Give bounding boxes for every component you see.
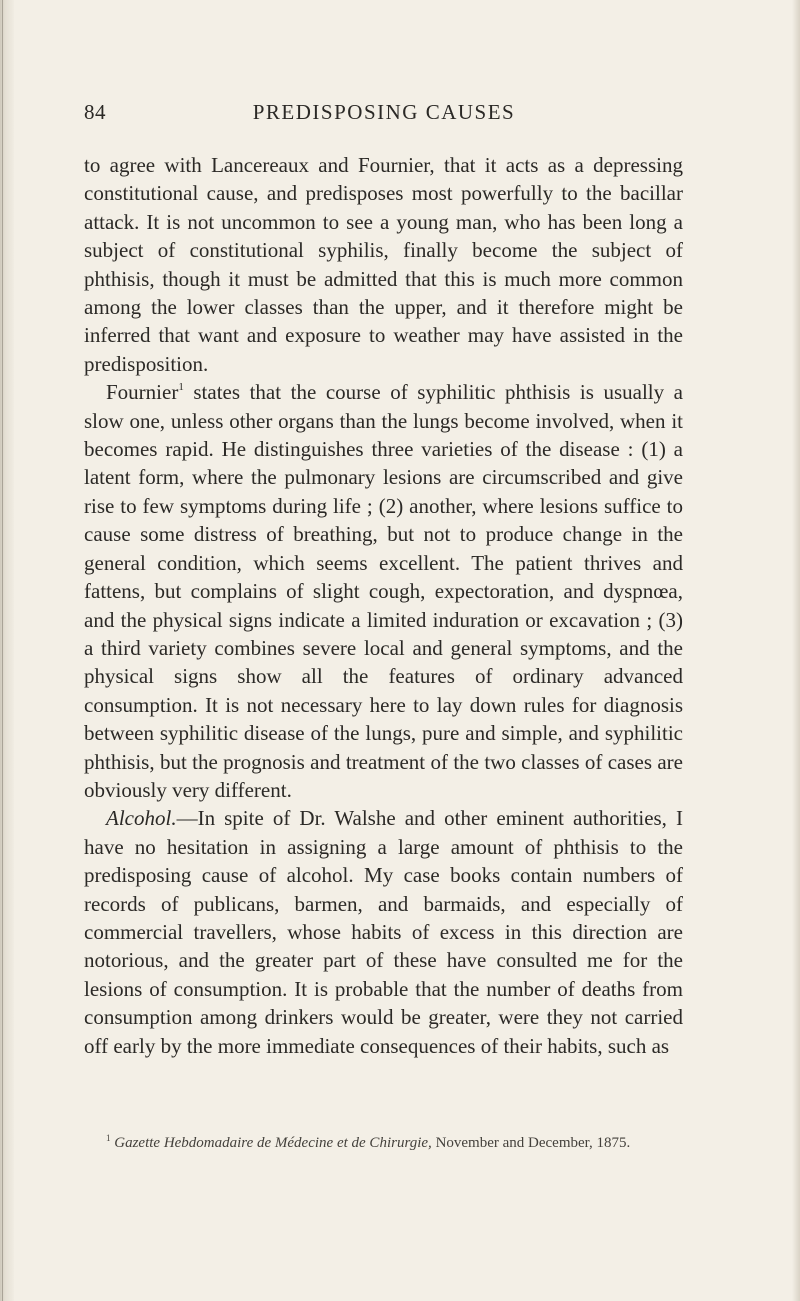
- page-number: 84: [84, 100, 106, 124]
- paragraph-2-text: states that the course of syphilitic phthisis is usually a slow one, unless other organs than the lungs become involved, when it becomes rapid. He distinguishes three varieties of the disease : (1) a latent form, where the pulmonary lesions are circumscribed and give rise to few symptoms during life ; (2) another, where lesions suffice to cause some distress of breathing, but not to produce change in the general condition, which seems excellent. The patient thrives and fattens, but complains of slight cough, expectoration, and dyspnœa, and the physical signs indicate a limited induration or excavation ; (3) a third variety combines severe local and general symptoms, and the physical signs show all the features of ordinary advanced consumption. It is not necessary here to lay down rules for diagnosis between syphilitic disease of the lungs, pure and simple, and syphilitic phthisis, but the prognosis and treatment of the two classes of cases are obviously very different.: [84, 380, 683, 802]
- paragraph-1-text: to agree with Lancereaux and Fournier, that it acts as a depressing constitutional cause, and predisposes most powerfully to the bacillar attack. It is not uncommon to see a young man, who has been long a subject of constitutional syphilis, finally become the subject of phthisis, though it must be admitted that this is much more common among the lower classes than the upper, and it therefore might be inferred that want and exposure to weather may have assisted in the predisposition.: [84, 153, 683, 376]
- footnote-marker: 1: [106, 1133, 111, 1143]
- paragraph-3-text: —In spite of Dr. Walshe and other eminent authorities, I have no hesitation in assigning a large amount of phthisis to the predisposing cause of alcohol. My case books contain numbers of records of publicans, barmen, and barmaids, and especially of commercial travellers, whose habits of excess in this direction are notorious, and the greater part of these have consulted me for the lesions of consumption. It is probable that the number of deaths from consumption among drinkers would be greater, were they not carried off early by the more immediate consequences of their habits, such as: [84, 806, 683, 1058]
- paragraph-2: [84, 378, 683, 804]
- paragraph-3: [84, 804, 683, 1060]
- page-right-edge: [792, 0, 800, 1301]
- page-header: [84, 100, 684, 130]
- page-binding-edge: [0, 0, 14, 1301]
- footnote-text: November and December, 1875.: [431, 1135, 631, 1151]
- paragraph-1: [84, 151, 683, 378]
- paragraph-2-lead: Fournier: [106, 380, 179, 405]
- footnote: [84, 1133, 683, 1153]
- section-heading-alcohol: Alcohol.: [106, 806, 177, 831]
- body-text: [84, 151, 683, 1060]
- footnote-reference[interactable]: 1: [178, 381, 184, 394]
- running-head: PREDISPOSING CAUSES: [252, 100, 516, 124]
- footnote-source: Gazette Hebdomadaire de Médecine et de Chirurgie,: [114, 1135, 432, 1151]
